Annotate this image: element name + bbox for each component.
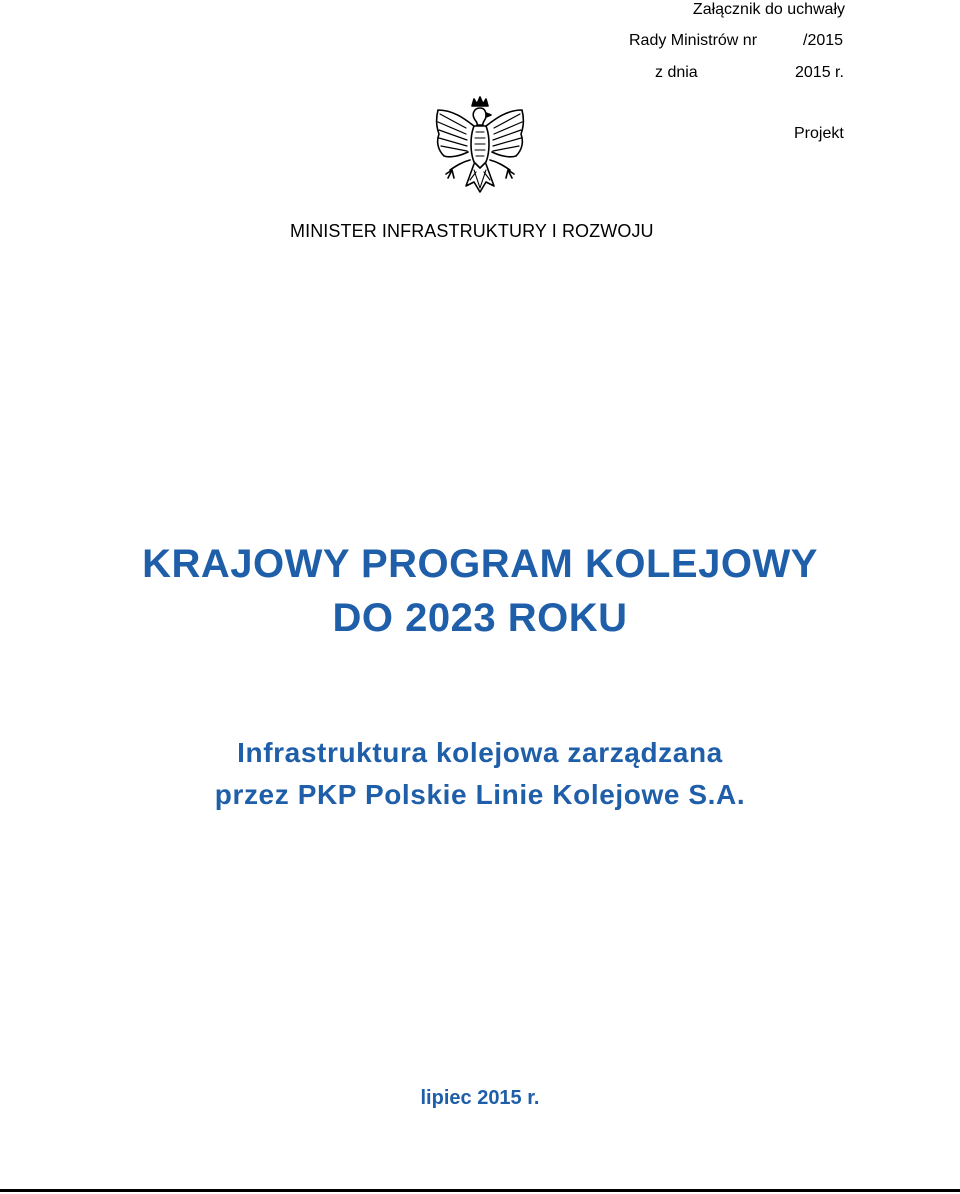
document-date: lipiec 2015 r. — [420, 1087, 540, 1109]
annex-line-1: Załącznik do uchwały — [692, 1, 845, 18]
document-title-line-2: DO 2023 ROKU — [332, 596, 628, 640]
issuer-heading: MINISTER INFRASTRUKTURY I ROZWOJU — [290, 221, 654, 241]
annex-date-value: 2015 r. — [795, 64, 844, 81]
annex-date-label: z dnia — [655, 64, 698, 81]
polish-eagle-emblem-icon — [430, 96, 530, 198]
draft-status-label: Projekt — [794, 125, 844, 142]
page-bottom-rule — [0, 1189, 960, 1192]
document-subtitle-line-2: przez PKP Polskie Linie Kolejowe S.A. — [214, 779, 746, 810]
document-subtitle-line-1: Infrastruktura kolejowa zarządzana — [237, 737, 723, 768]
annex-resolution-number: /2015 — [803, 32, 844, 49]
document-title-line-1: KRAJOWY PROGRAM KOLEJOWY — [142, 542, 818, 586]
annex-resolution-label: Rady Ministrów nr — [629, 32, 758, 49]
